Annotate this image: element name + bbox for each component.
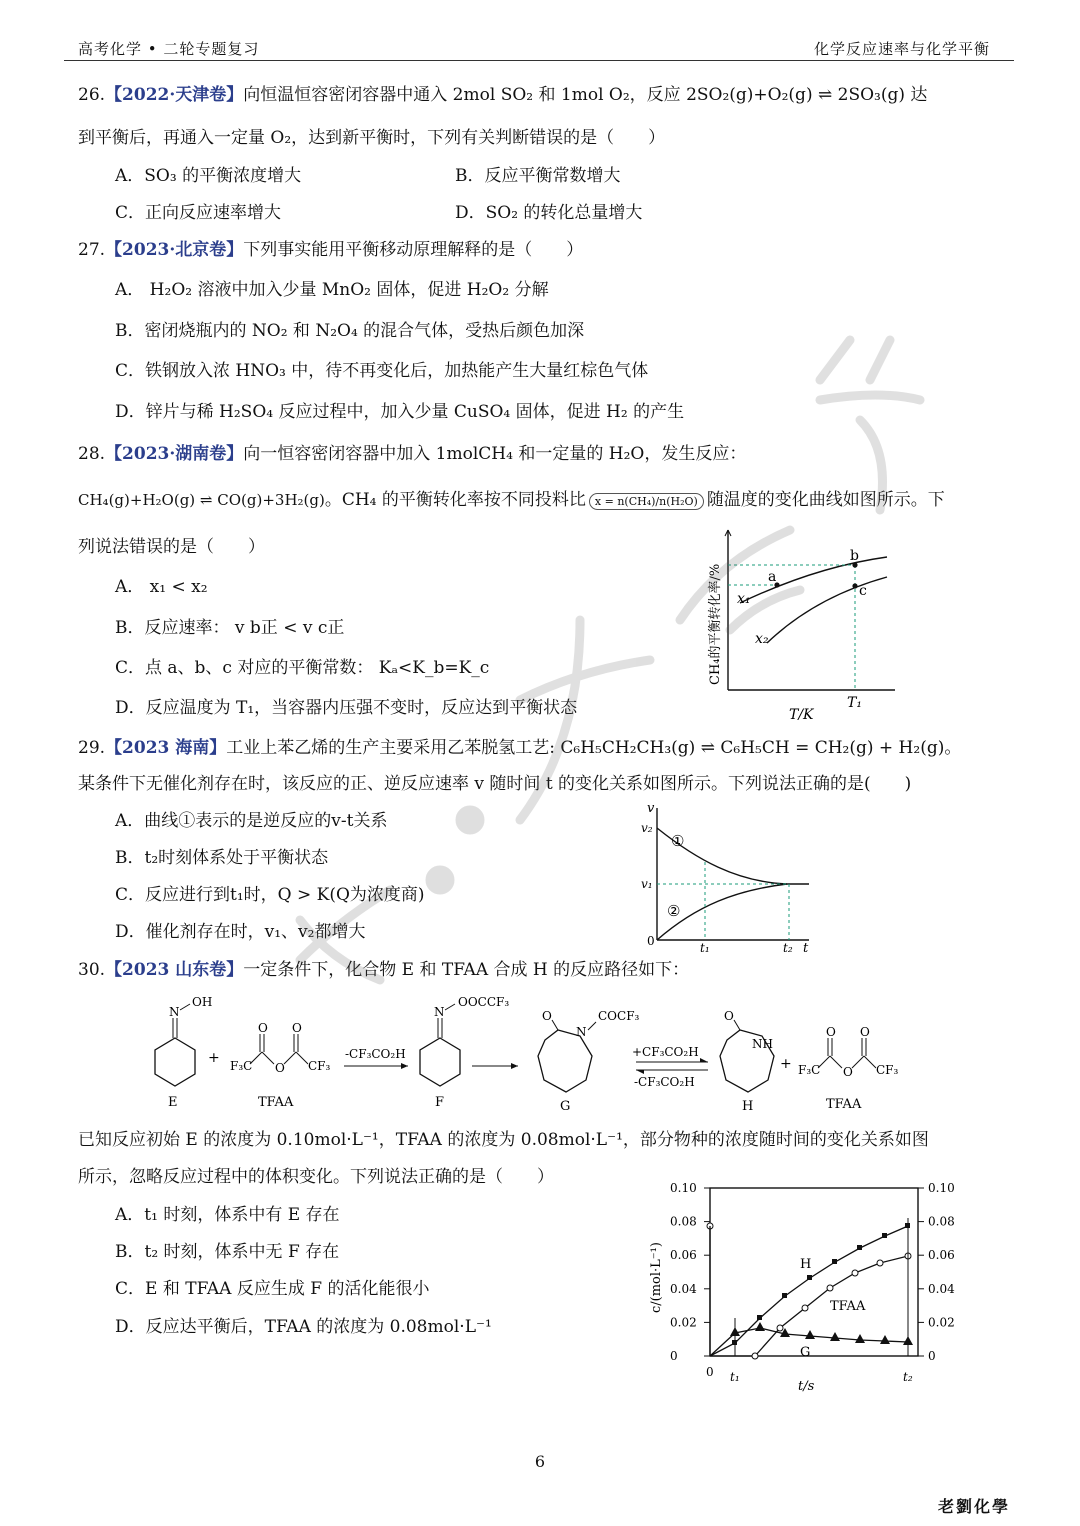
y-tick-label: 0.08 — [670, 1214, 697, 1229]
header-right: 化学反应速率与化学平衡 — [813, 40, 990, 58]
q28-conversion-chart — [695, 525, 905, 730]
question-29-line2: 某条件下无催化剂存在时，该反应的正、逆反应速率 v 随时间 t 的变化关系如图所示。下列说法正确的是( ) — [78, 774, 912, 794]
arrow-2 — [472, 1063, 518, 1069]
q29-rate-chart — [637, 800, 817, 955]
arrow-1 — [344, 1047, 408, 1069]
plot-frame — [710, 1188, 918, 1356]
option-d: D．锌片与稀 H₂SO₄ 反应过程中，加入少量 CuSO₄ 固体，促进 H₂ 的产生 — [115, 402, 685, 422]
svg-text:TFAA: TFAA — [826, 1097, 862, 1112]
y-tick-label: 0 — [928, 1349, 936, 1363]
label-t1: t₁ — [730, 1370, 740, 1384]
q30-concentration-chart — [640, 1178, 960, 1398]
y-tick-label: 0.10 — [928, 1181, 955, 1195]
compound-h — [720, 1009, 774, 1114]
question-stem: 下列事实能用平衡移动原理解释的是（ ） — [243, 240, 584, 260]
curve-x2 — [767, 577, 887, 643]
markers-g — [730, 1322, 913, 1345]
y-tick-label: 0 — [670, 1349, 678, 1363]
y-axis-label: c/(mol·L⁻¹) — [649, 1242, 664, 1313]
option-a: A． H₂O₂ 溶液中加入少量 MnO₂ 固体，促进 H₂O₂ 分解 — [115, 280, 549, 300]
label-zero: 0 — [647, 934, 655, 948]
label-curve-1: ① — [671, 832, 685, 850]
label-v: v — [647, 801, 655, 816]
y-axis-label: CH₄的平衡转化率/% — [708, 563, 723, 685]
option-c: C．E 和 TFAA 反应生成 F 的活化能很小 — [115, 1279, 430, 1299]
svg-text:F₃C: F₃C — [230, 1059, 253, 1073]
source-tag: 【2023·北京卷】 — [105, 240, 244, 260]
question-stem: 向恒温恒容密闭容器中通入 2mol SO₂ 和 1mol O₂，反应 2SO₂(g)+O₂(g) ⇌ 2SO₃(g) 达 — [243, 85, 928, 105]
svg-text:N: N — [576, 1025, 587, 1039]
source-tag: 【2023·湖南卷】 — [105, 444, 244, 464]
svg-text:N: N — [169, 1005, 180, 1019]
question-stem: 向一恒容密闭容器中加入 1molCH₄ 和一定量的 H₂O，发生反应： — [243, 444, 747, 464]
label-t1: T₁ — [847, 695, 862, 711]
option-c: C．铁钢放入浓 HNO₃ 中，待不再变化后，加热能产生大量红棕色气体 — [115, 361, 649, 381]
question-26-line2: 到平衡后，再通入一定量 O₂，达到新平衡时，下列有关判断错误的是（ ） — [78, 128, 666, 148]
y-tick-label: 0.04 — [670, 1281, 697, 1296]
y-tick-label: 0.06 — [670, 1248, 697, 1263]
label-c: c — [859, 583, 867, 599]
question-number: 29. — [78, 738, 106, 758]
option-a: A．SO₃ 的平衡浓度增大 — [115, 166, 302, 186]
point-c — [852, 583, 857, 588]
x-axis-label: T/K — [789, 707, 814, 723]
option-b: B．密闭烧瓶内的 NO₂ 和 N₂O₄ 的混合气体，受热后颜色加深 — [115, 321, 585, 341]
y-tick-label: 0.02 — [670, 1315, 697, 1330]
stem-text: 随温度的变化曲线如图所示。下 — [706, 490, 945, 510]
svg-text:F₃C: F₃C — [798, 1063, 821, 1077]
label-t2: t₂ — [783, 941, 793, 955]
question-number: 27. — [78, 240, 106, 260]
equilibrium-arrow — [632, 1045, 708, 1089]
svg-text:CF₃: CF₃ — [876, 1063, 899, 1077]
option-b: B．反应速率： v b正 < v c正 — [115, 618, 345, 638]
option-d: D．SO₂ 的转化总量增大 — [455, 203, 643, 223]
svg-text:O: O — [860, 1025, 870, 1039]
svg-text:-CF₃CO₂H: -CF₃CO₂H — [634, 1075, 695, 1089]
compound-g — [538, 1009, 640, 1114]
source-tag: 【2022·天津卷】 — [105, 85, 244, 105]
header-left: 高考化学 • 二轮专题复习 — [78, 40, 260, 58]
y-tick-label: 0.02 — [928, 1315, 955, 1330]
source-tag: 【2023 海南】 — [105, 738, 227, 758]
y-tick-label: 0.10 — [670, 1181, 697, 1195]
label-b: b — [850, 548, 859, 564]
option-c: C．正向反应速率增大 — [115, 203, 282, 223]
plus-sign: + — [208, 1050, 220, 1066]
feed-ratio: x = n(CH₄)/n(H₂O) — [589, 493, 704, 510]
svg-text:CF₃: CF₃ — [308, 1059, 331, 1073]
label-t: t — [803, 941, 809, 955]
question-30-line2: 所示，忽略反应过程中的体积变化。下列说法正确的是（ ） — [78, 1167, 554, 1187]
label-v1: v₁ — [641, 877, 653, 891]
question-number: 30. — [78, 960, 106, 980]
svg-text:N: N — [434, 1005, 445, 1019]
label-curve-2: ② — [667, 902, 681, 920]
label-g: G — [800, 1345, 811, 1360]
option-a: A． x₁ < x₂ — [115, 577, 208, 597]
plus-sign: + — [780, 1056, 792, 1072]
option-a: A．t₁ 时刻，体系中有 E 存在 — [115, 1205, 340, 1225]
x-axis-label: t/s — [798, 1379, 815, 1394]
question-30 — [78, 958, 689, 982]
question-stem: 工业上苯乙烯的生产主要采用乙苯脱氢工艺: C₆H₅CH₂CH₃(g) ⇌ C₆H₅CH = CH₂(g) + H₂(g)。 — [226, 738, 962, 758]
option-d: D．反应达平衡后，TFAA 的浓度为 0.08mol·L⁻¹ — [115, 1317, 492, 1337]
svg-text:OH: OH — [192, 995, 213, 1009]
label-t2: t₂ — [903, 1370, 913, 1384]
svg-text:O: O — [843, 1065, 853, 1079]
compound-e — [155, 995, 212, 1110]
question-stem: 一定条件下，化合物 E 和 TFAA 合成 H 的反应路径如下： — [243, 960, 690, 980]
option-c: C．点 a、b、c 对应的平衡常数： Kₐ<K_b=K_c — [115, 658, 490, 678]
svg-text:F: F — [435, 1095, 445, 1110]
svg-text:COCF₃: COCF₃ — [598, 1009, 640, 1023]
svg-text:O: O — [292, 1021, 302, 1035]
svg-text:-CF₃CO₂H: -CF₃CO₂H — [345, 1047, 406, 1061]
y-tick-label: 0.08 — [928, 1214, 955, 1229]
question-27 — [78, 238, 583, 262]
reaction-equation: CH₄(g)+H₂O(g) ⇌ CO(g)+3H₂(g) — [78, 491, 325, 509]
svg-text:O: O — [542, 1009, 552, 1023]
svg-text:NH: NH — [752, 1037, 773, 1051]
svg-text:TFAA: TFAA — [258, 1095, 294, 1110]
svg-text:E: E — [168, 1095, 178, 1110]
header-divider — [64, 60, 1014, 61]
svg-text:O: O — [826, 1025, 836, 1039]
label-zero: 0 — [706, 1365, 714, 1379]
question-number: 26. — [78, 85, 106, 105]
y-tick-label: 0.06 — [928, 1248, 955, 1263]
label-t1: t₁ — [700, 941, 710, 955]
compound-tfaa — [230, 1021, 331, 1110]
label-x1: x₁ — [737, 591, 751, 607]
option-d: D．催化剂存在时，v₁、v₂都增大 — [115, 922, 366, 942]
question-28-line3: 列说法错误的是（ ） — [78, 537, 265, 557]
source-tag: 【2023 山东卷】 — [105, 960, 244, 980]
svg-text:O: O — [724, 1009, 734, 1023]
label-tfaa: TFAA — [830, 1299, 866, 1314]
option-b: B．t₂ 时刻，体系中无 F 存在 — [115, 1242, 340, 1262]
question-26 — [78, 83, 927, 107]
label-h: H — [800, 1257, 812, 1272]
option-a: A．曲线①表示的是逆反应的v-t关系 — [115, 811, 388, 831]
option-d: D．反应温度为 T₁，当容器内压强不变时，反应达到平衡状态 — [115, 698, 578, 718]
svg-text:H: H — [742, 1099, 754, 1114]
svg-text:O: O — [258, 1021, 268, 1035]
svg-text:OOCCF₃: OOCCF₃ — [458, 995, 510, 1009]
option-b: B．反应平衡常数增大 — [455, 166, 621, 186]
option-c: C．反应进行到t₁时，Q > K(Q为浓度商) — [115, 885, 425, 905]
question-28 — [78, 442, 746, 466]
stem-text: 。CH₄ 的平衡转化率按不同投料比 — [324, 490, 586, 510]
brand-mark: 老劉化學 — [937, 1497, 1010, 1516]
svg-text:O: O — [275, 1061, 285, 1075]
svg-text:G: G — [560, 1099, 571, 1114]
y-tick-label: 0.04 — [928, 1281, 955, 1296]
label-v2: v₂ — [641, 821, 653, 835]
page-number: 6 — [534, 1452, 546, 1471]
compound-tfaa-2 — [798, 1025, 899, 1112]
question-28-equation — [78, 488, 945, 514]
option-b: B．t₂时刻体系处于平衡状态 — [115, 848, 329, 868]
label-x2: x₂ — [755, 631, 769, 647]
question-29 — [78, 736, 961, 760]
question-30-line1: 已知反应初始 E 的浓度为 0.10mol·L⁻¹，TFAA 的浓度为 0.08mol·L⁻¹，部分物种的浓度随时间的变化关系如图 — [78, 1130, 929, 1150]
question-number: 28. — [78, 444, 106, 464]
svg-text:+CF₃CO₂H: +CF₃CO₂H — [632, 1045, 699, 1059]
compound-f — [420, 995, 509, 1110]
reaction-scheme — [140, 990, 930, 1118]
label-a: a — [768, 569, 777, 585]
